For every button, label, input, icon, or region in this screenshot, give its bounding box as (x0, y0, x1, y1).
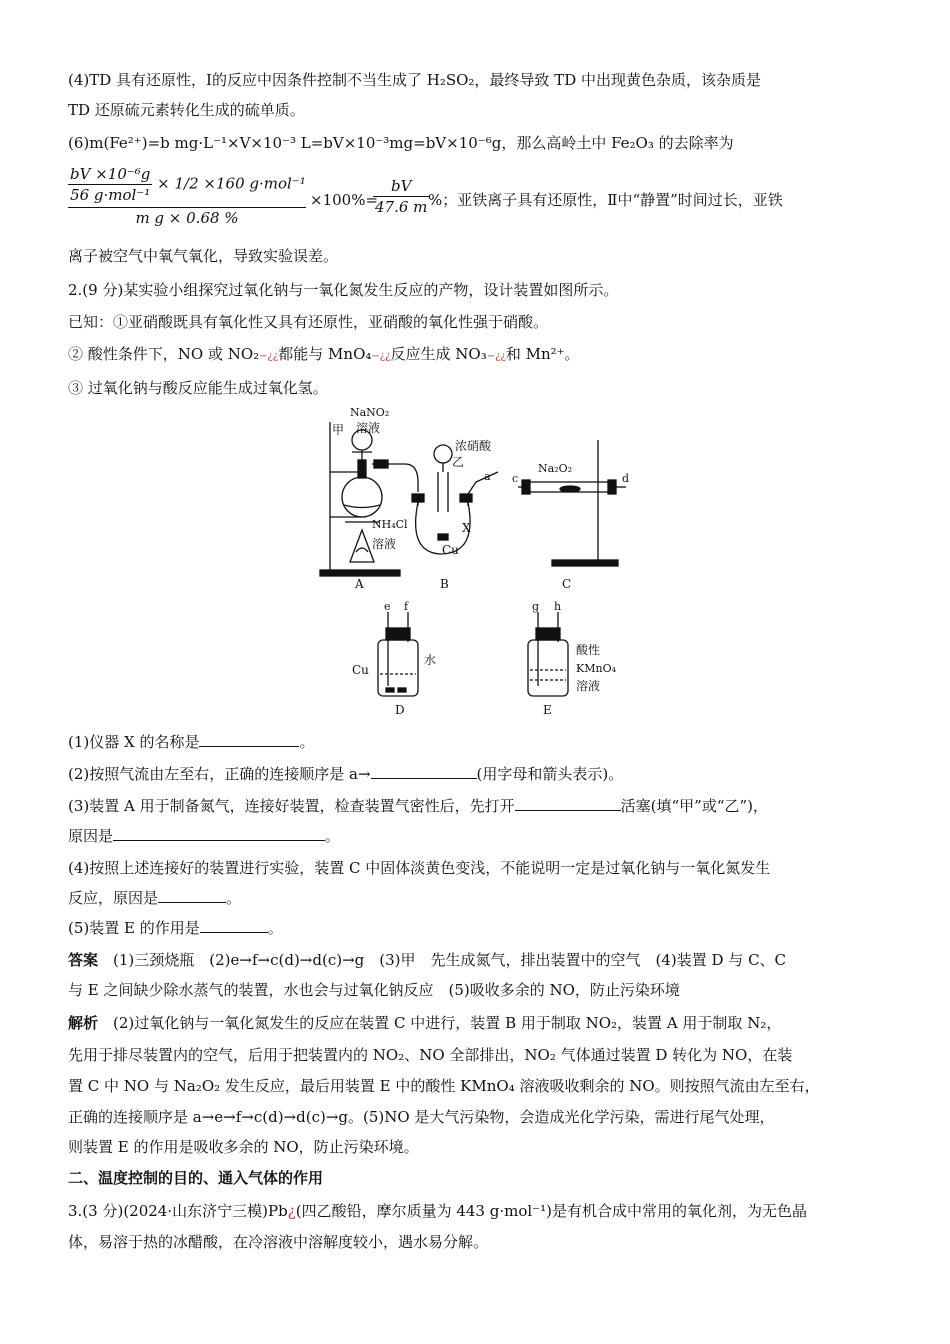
outer-denominator: m g × 0.68 % (68, 207, 306, 228)
label-h: h (554, 600, 562, 613)
half-factor: × 1/2 ×160 g·mol⁻¹ (157, 174, 306, 193)
label-water: 水 (424, 653, 437, 667)
garbled-mark: −¿¿ (486, 351, 506, 362)
analysis-line3: 置 C 中 NO 与 Na₂O₂ 发生反应，最后用装置 E 中的酸性 KMnO₄ 溶液吸收剩余的 NO。则按照气流由左至右， (68, 1077, 820, 1095)
answer-line2: 与 E 之间缺少除水蒸气的装置，水也会与过氧化钠反应 (5)吸收多余的 NO，防止污染环境 (68, 981, 680, 999)
label-solution-e: 溶液 (576, 679, 601, 693)
label-solution-a: 溶液 (356, 421, 381, 435)
label-cu-b: Cu (442, 543, 459, 557)
q2-sub3: (3)装置 A 用于制备氮气，连接好装置，检查装置气密性后，先打开 活塞(填“甲”或“乙”)， (68, 797, 769, 815)
q2-sub2: (2)按照气流由左至右，正确的连接顺序是 a→ (用字母和箭头表示)。 (68, 765, 624, 783)
inner-fraction (68, 164, 152, 205)
label-f: f (404, 600, 409, 613)
apparatus-a (320, 422, 418, 576)
label-g: g (532, 600, 540, 613)
result-fraction (373, 176, 429, 217)
answer-blank-6[interactable] (200, 918, 268, 933)
answer-label: 答案 (68, 951, 99, 969)
label-cu-d: Cu (352, 663, 369, 677)
result-numerator: bV (373, 176, 429, 197)
answer-line1: 答案 (1)三颈烧瓶 (2)e→f→c(d)→d(c)→g (3)甲 先生成氮气，排出装置中的空气 (4)装置 D 与 C、C (68, 951, 787, 969)
p6-tail: %；亚铁离子具有还原性，Ⅱ中“静置”时间过长，亚铁 (428, 191, 783, 209)
q2-sub1: (1)仪器 X 的名称是 。 (68, 733, 315, 751)
analysis-label: 解析 (68, 1014, 99, 1032)
times-100: ×100%= (310, 191, 379, 209)
apparatus-e (528, 612, 568, 696)
inner-numerator: bV ×10⁻⁶g (70, 165, 151, 183)
label-X: X (462, 521, 471, 535)
apparatus-figure (300, 402, 650, 722)
analysis-line1: 解析 (2)过氧化钠与一氧化氮发生的反应在装置 C 中进行，装置 B 用于制取 NO₂，装置 A 用于制取 N₂， (68, 1014, 782, 1032)
p4-line2: TD 还原硫元素转化生成的硫单质。 (68, 101, 305, 119)
p4-line1: (4)TD 具有还原性，Ⅰ的反应中因条件控制不当生成了 H₂SO₂，最终导致 TD 中出现黄色杂质，该杂质是 (68, 71, 761, 89)
result-denominator: 47.6 m (375, 198, 428, 216)
removal-rate-fraction (68, 164, 306, 228)
label-C: C (562, 577, 572, 591)
answer-blank-4[interactable] (113, 826, 325, 841)
q2-known2: ② 酸性条件下，NO 或 NO₂−¿¿都能与 MnO₄−¿¿反应生成 NO₃−¿¿和 Mn²⁺。 (68, 345, 580, 363)
q2-sub3-reason: 原因是 。 (68, 827, 341, 845)
inner-denominator: 56 g·mol⁻¹ (70, 186, 151, 204)
section-heading: 二、温度控制的目的、通入气体的作用 (68, 1169, 324, 1187)
answer-blank-5[interactable] (158, 888, 226, 903)
label-E: E (543, 703, 552, 717)
p6-line1: (6)m(Fe²⁺)=b mg·L⁻¹×V×10⁻³ L=bV×10⁻³mg=bV×10⁻⁶g，那么高岭土中 Fe₂O₃ 的去除率为 (68, 134, 734, 152)
label-nano2: NaNO₂ (350, 406, 390, 419)
analysis-line2: 先用于排尽装置内的空气，后用于把装置内的 NO₂、NO 全部排出，NO₂ 气体通过装置 D 转化为 NO，在装 (68, 1046, 793, 1064)
apparatus-c (518, 440, 626, 566)
label-c: c (512, 472, 519, 485)
answer-blank-3[interactable] (515, 796, 621, 811)
garbled-mark: −¿¿ (371, 351, 391, 362)
label-kmno4: KMnO₄ (576, 662, 616, 675)
answer-blank-1[interactable] (199, 732, 299, 747)
apparatus-d (378, 612, 418, 696)
label-na2o2: Na₂O₂ (538, 462, 573, 475)
p6-line3: 离子被空气中氧气氧化，导致实验误差。 (68, 247, 339, 265)
q2-sub4: (4)按照上述连接好的装置进行实验，装置 C 中固体淡黄色变浅，不能说明一定是过氧化钠与一氧化氮发生 (68, 859, 771, 877)
label-nh4cl: NH₄Cl (372, 518, 408, 531)
label-yi: 乙 (452, 455, 465, 469)
answer-blank-2[interactable] (371, 764, 477, 779)
label-conc-nitric: 浓硝酸 (455, 439, 492, 453)
label-a: a (484, 470, 491, 483)
q2-sub5: (5)装置 E 的作用是 。 (68, 919, 283, 937)
garbled-mark: ¿ (287, 1202, 296, 1220)
garbled-mark: −¿¿ (259, 351, 279, 362)
label-solution-a2: 溶液 (372, 537, 397, 551)
label-D: D (395, 703, 405, 717)
label-A: A (355, 577, 364, 591)
analysis-line5: 则装置 E 的作用是吸收多余的 NO，防止污染环境。 (68, 1138, 419, 1156)
q2-known3: ③ 过氧化钠与酸反应能生成过氧化氢。 (68, 379, 328, 397)
label-d: d (622, 472, 630, 485)
q2-known1: 已知：①亚硝酸既具有氧化性又具有还原性，亚硝酸的氧化性强于硝酸。 (68, 313, 549, 331)
analysis-line4: 正确的连接顺序是 a→e→f→c(d)→d(c)→g。(5)NO 是大气污染物，会造成光化学污染，需进行尾气处理， (68, 1108, 775, 1126)
label-jia: 甲 (332, 423, 345, 437)
q2-stem: 2.(9 分)某实验小组探究过氧化钠与一氧化氮发生反应的产物，设计装置如图所示。 (68, 281, 619, 299)
q3-line1: 3.(3 分)(2024·山东济宁三模)Pb¿(四乙酸铅，摩尔质量为 443 g·mol⁻¹)是有机合成中常用的氧化剂，为无色晶 (68, 1202, 807, 1220)
q3-line2: 体，易溶于热的冰醋酸，在冷溶液中溶解度较小，遇水易分解。 (68, 1233, 489, 1251)
q2-sub4-reason: 反应，原因是 。 (68, 889, 242, 907)
label-e: e (384, 600, 391, 613)
label-B: B (440, 577, 449, 591)
label-acidic: 酸性 (576, 643, 601, 657)
